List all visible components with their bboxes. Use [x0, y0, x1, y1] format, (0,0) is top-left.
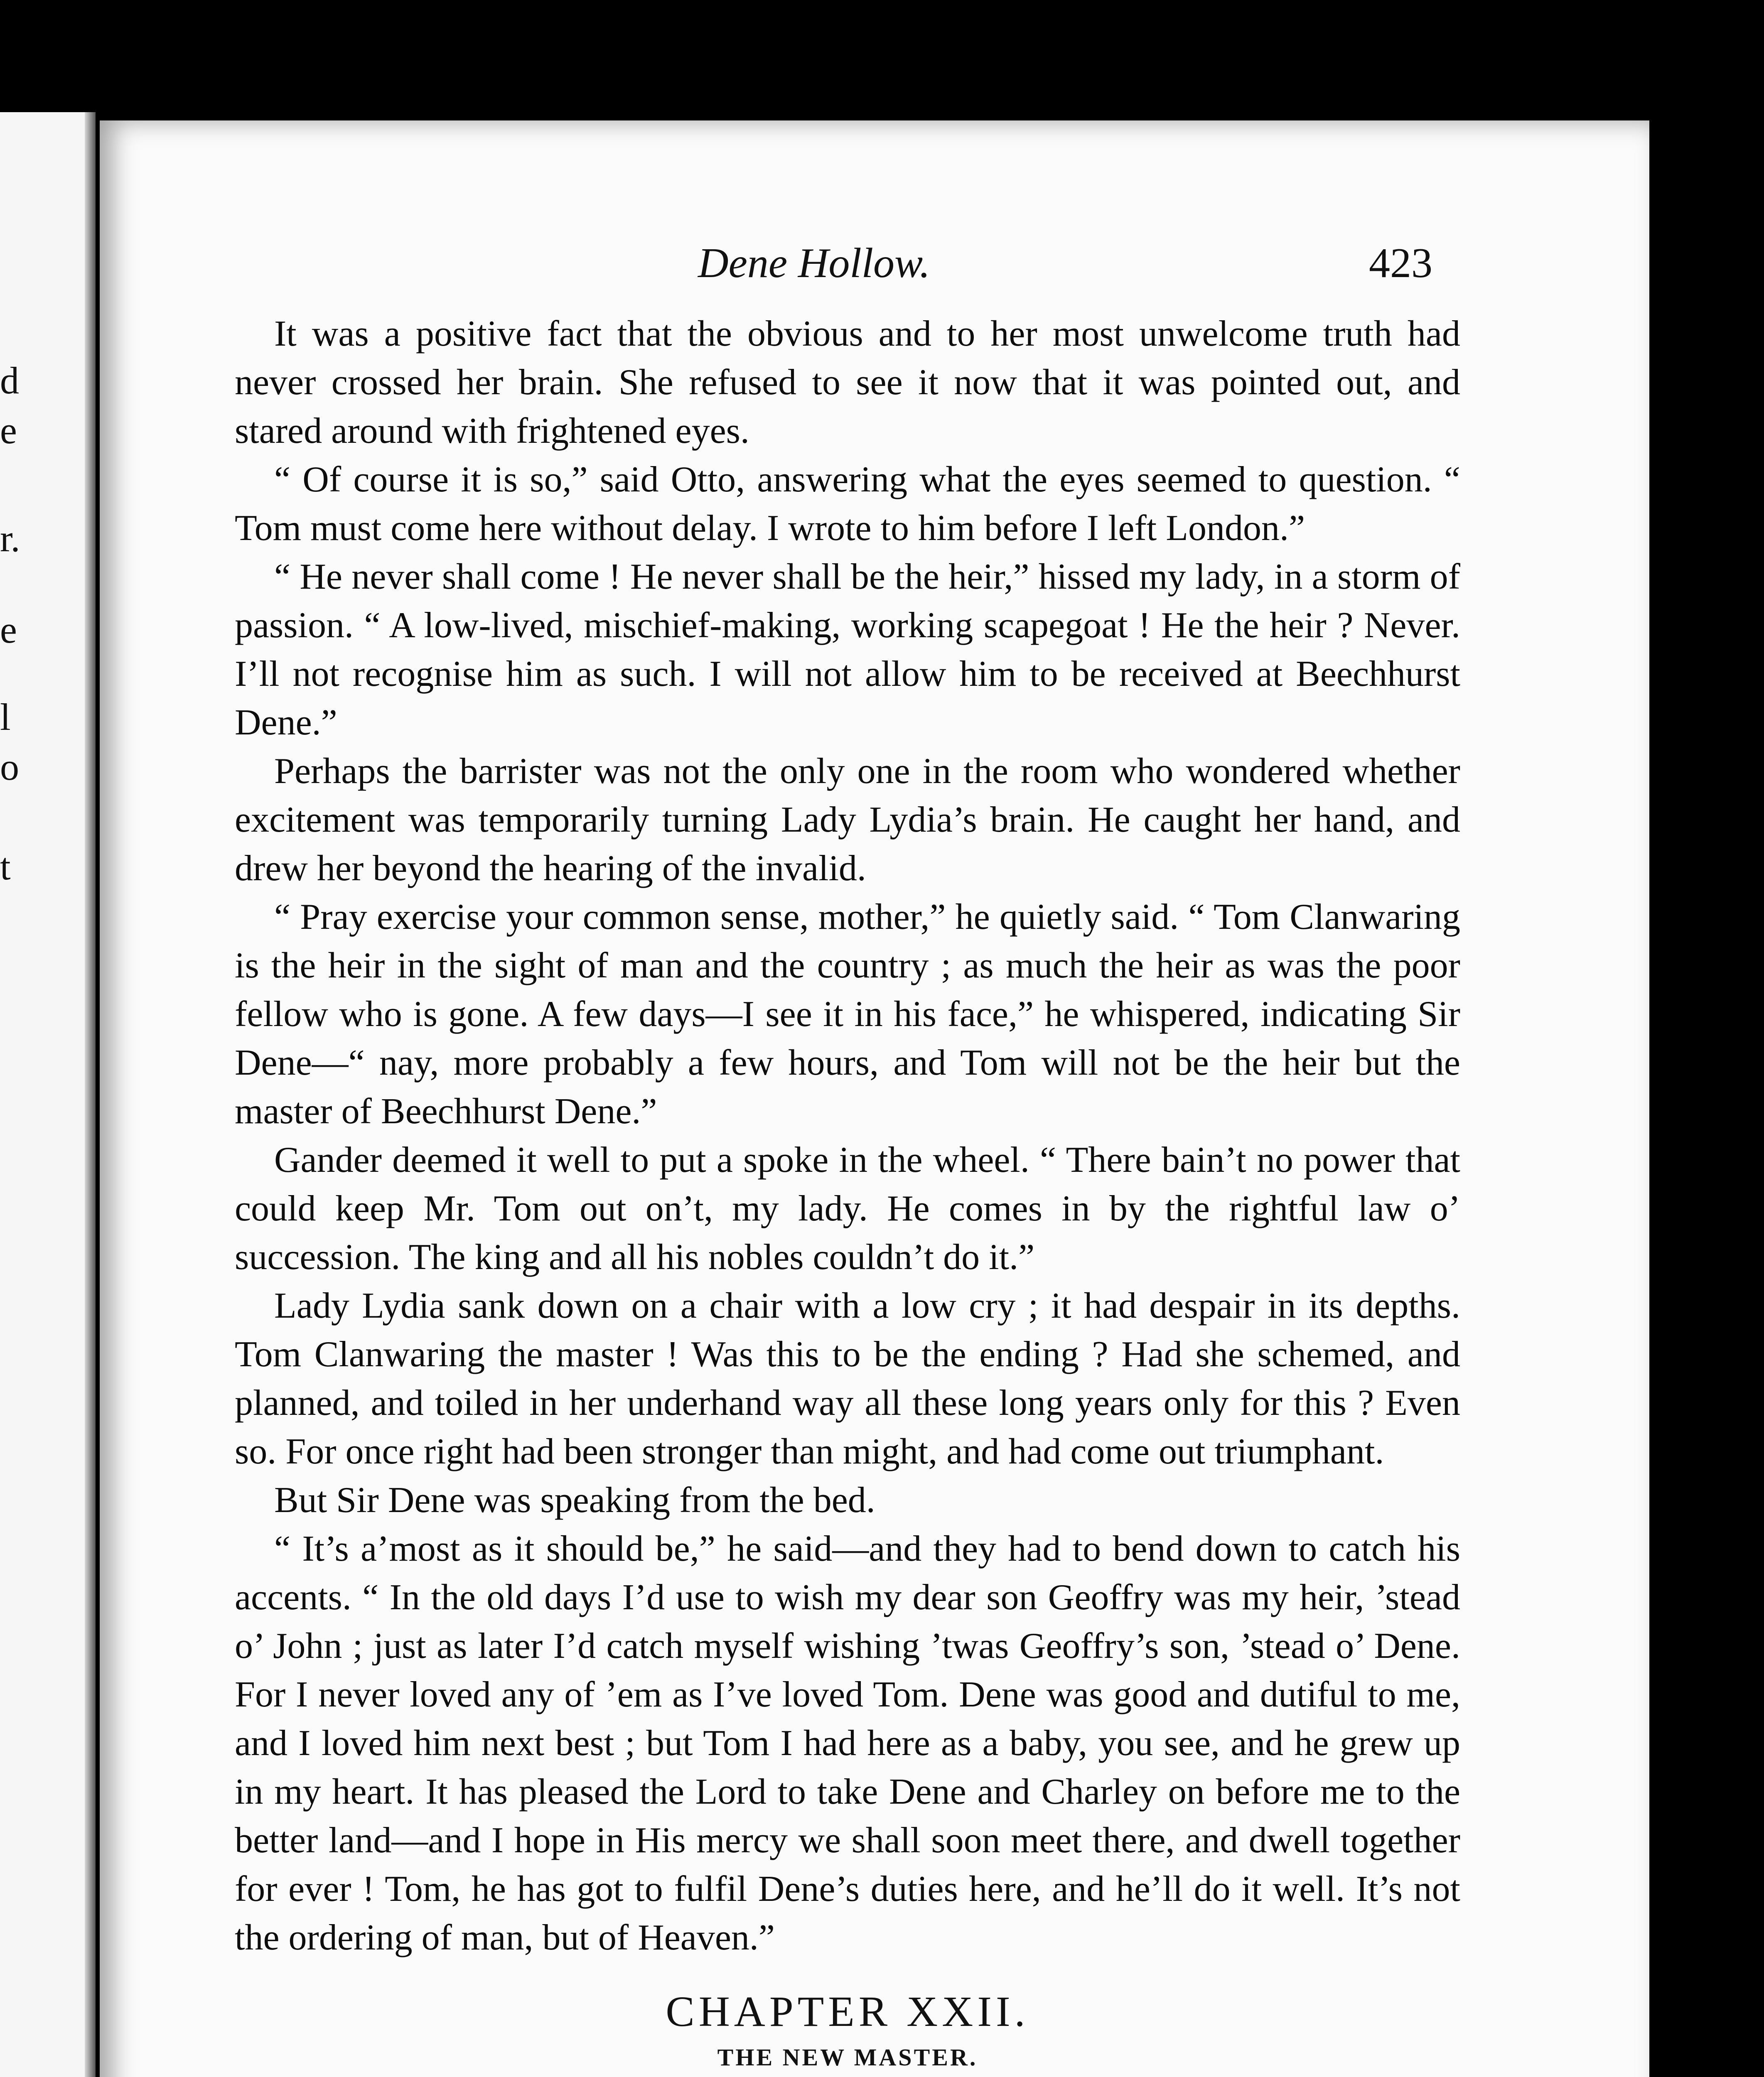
paragraph: Gander deemed it well to put a spoke in the wheel. “ There bain’t no power that could keep Mr. Tom out on’t, my lady. He comes in by the rightful law o’ succession. The king and all his nobles couldn’t do it.”: [235, 1140, 1460, 1277]
facing-page-fragment: e: [0, 609, 17, 651]
paragraph: “ Pray exercise your common sense, mother,” he quietly said. “ Tom Clanwaring is the heir in the sight of man and the country ; as much the heir as was the poor fellow who is gone. A few days—I see it in his face,” he whispered, indicating Sir Dene—“ nay, more probably a few hours, and Tom will not be the heir but the master of Beechhurst Dene.”: [235, 897, 1460, 1132]
page-gutter-shadow: [85, 112, 96, 2077]
chapter-heading: CHAPTER XXII.: [666, 1988, 1029, 2035]
page-number: 423: [1369, 240, 1432, 287]
paragraph: But Sir Dene was speaking from the bed.: [274, 1480, 875, 1520]
paragraph: “ He never shall come ! He never shall be the heir,” hissed my lady, in a storm of passion. “ A low-lived, mischief-making, working scapegoat ! He the heir ? Never. I’ll not recognise him as such. I will not allow him to be received at Beechhurst Dene.”: [235, 557, 1460, 743]
paragraph: Lady Lydia sank down on a chair with a low cry ; it had despair in its depths. Tom Clanwaring the master ! Was this to be the ending ? Had she schemed, and planned, and toiled in her underhand way all these long years only for this ? Even so. For once right had been stronger than might, and had come out triumphant.: [235, 1286, 1460, 1472]
paragraph: Perhaps the barrister was not the only one in the room who wondered whether excitement was temporarily turning Lady Lydia’s brain. He caught her hand, and drew her beyond the hearing of the invalid.: [235, 751, 1460, 889]
paragraph: It was a positive fact that the obvious and to her most unwelcome truth had never crossed her brain. She refused to see it now that it was pointed out, and stared around with frightened eyes.: [235, 314, 1460, 451]
facing-page-edge: [0, 112, 96, 2077]
running-title: Dene Hollow.: [698, 240, 931, 287]
facing-page-fragment: t: [0, 845, 11, 888]
paragraph: “ Of course it is so,” said Otto, answering what the eyes seemed to question. “ Tom must come here without delay. I wrote to him before I left London.”: [235, 459, 1460, 548]
chapter-subtitle: THE NEW MASTER.: [717, 2044, 978, 2071]
body-text: [235, 309, 1460, 2077]
facing-page-fragment: o: [0, 746, 19, 788]
facing-page-fragment: d: [0, 359, 19, 402]
facing-page-fragment: e: [0, 409, 17, 452]
facing-page-fragment: l: [0, 696, 11, 738]
book-page: [100, 120, 1649, 2077]
running-head: [100, 239, 1649, 293]
paragraph: “ It’s a’most as it should be,” he said—and they had to bend down to catch his accents. “ In the old days I’d use to wish my dear son Geoffry was my heir, ’stead o’ John ; just as later I’d catch myself wishing ’twas Geoffry’s son, ’stead o’ Dene. For I never loved any of ’em as I’ve loved Tom. Dene was good and dutiful to me, and I loved him next best ; but Tom I had here as a baby, you see, and he grew up in my heart. It has pleased the Lord to take Dene and Charley on before me to the better land—and I hope in His mercy we shall soon meet there, and dwell together for ever ! Tom, he has got to fulfil Dene’s duties here, and he’ll do it well. It’s not the ordering of man, but of Heaven.”: [235, 1529, 1460, 1958]
facing-page-fragment: r.: [0, 517, 20, 560]
